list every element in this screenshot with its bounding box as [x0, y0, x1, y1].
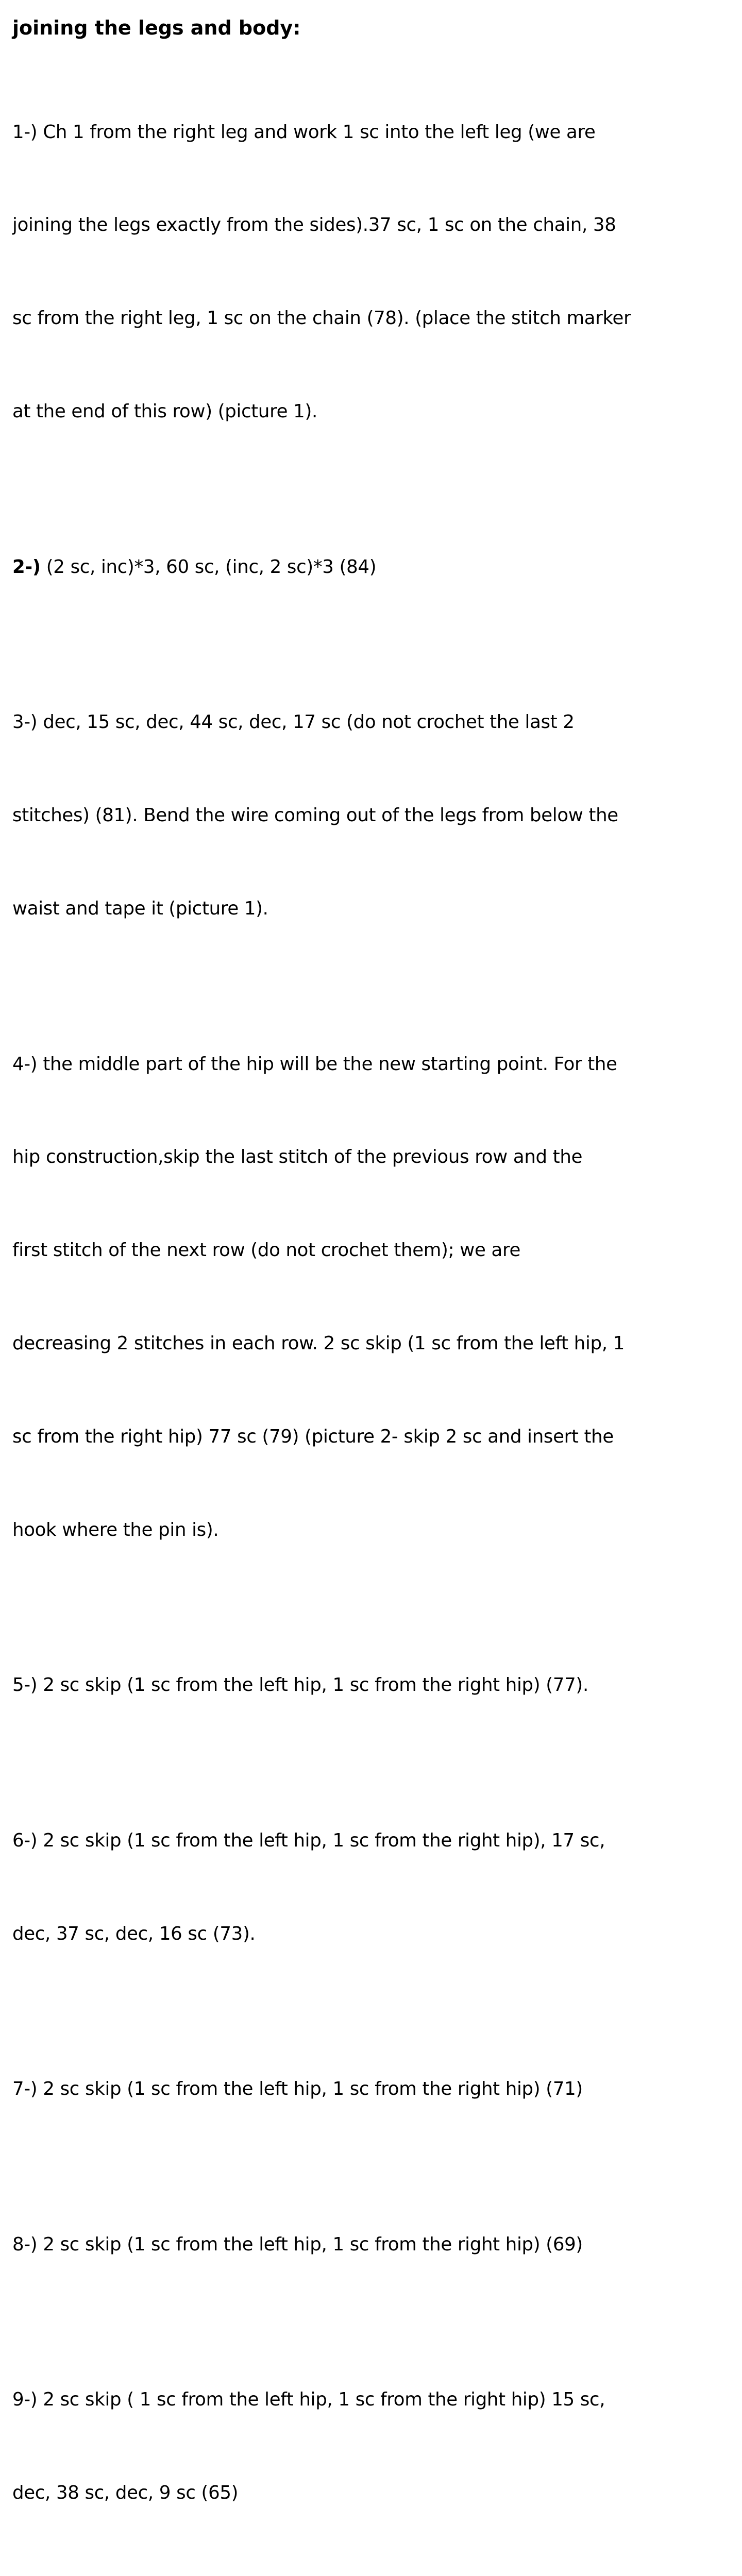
text-line: sc from the right hip) 77 sc (79) (picture 2- skip 2 sc and insert the	[12, 1426, 614, 1448]
text-line: waist and tape it (picture 1).	[12, 898, 268, 920]
text-line: hip construction,skip the last stitch of the previous row and the	[12, 1146, 583, 1168]
row-5	[12, 1608, 734, 1763]
text-line: 9-) 2 sc skip ( 1 sc from the left hip, 1 sc from the right hip) 15 sc,	[12, 2389, 605, 2411]
row-6	[12, 1763, 734, 2011]
text-line: dec, 37 sc, dec, 16 sc (73).	[12, 1923, 256, 1944]
text-line: 5-) 2 sc skip (1 sc from the left hip, 1 sc from the right hip) (77).	[12, 1674, 588, 1696]
text-line: 1-) Ch 1 from the right leg and work 1 sc into the left leg (we are	[12, 121, 596, 143]
text-line: decreasing 2 stitches in each row. 2 sc skip (1 sc from the left hip, 1	[12, 1333, 625, 1354]
text-line: 6-) 2 sc skip (1 sc from the left hip, 1 sc from the right hip), 17 sc,	[12, 1829, 605, 1851]
text-line: 3-) dec, 15 sc, dec, 44 sc, dec, 17 sc (do not crochet the last 2	[12, 711, 575, 733]
row-2	[12, 489, 734, 645]
text-line: first stitch of the next row (do not crochet them); we are	[12, 1240, 521, 1261]
document	[12, 10, 734, 2576]
text-line: 4-) the middle part of the hip will be the new starting point. For the	[12, 1053, 617, 1075]
section-title: joining the legs and body:	[12, 16, 301, 39]
row-9	[12, 2323, 734, 2571]
text-line: 7-) 2 sc skip (1 sc from the left hip, 1 sc from the right hip) (71)	[12, 2078, 583, 2100]
row-10	[12, 2571, 734, 2576]
text-line: at the end of this row) (picture 1).	[12, 401, 317, 422]
text-line: 8-) 2 sc skip (1 sc from the left hip, 1 sc from the right hip) (69)	[12, 2233, 583, 2255]
text-line: sc from the right leg, 1 sc on the chain (78). (place the stitch marker	[12, 308, 631, 329]
row-8	[12, 2167, 734, 2322]
text-line: joining the legs exactly from the sides).37 sc, 1 sc on the chain, 38	[12, 214, 616, 236]
row-2-label: 2-)	[12, 556, 41, 578]
text-line: hook where the pin is).	[12, 1519, 219, 1540]
row-3	[12, 645, 734, 987]
row-1	[12, 55, 734, 489]
text-line: stitches) (81). Bend the wire coming out of the legs from below the	[12, 805, 618, 826]
row-4	[12, 987, 734, 1608]
row-2-text: (2 sc, inc)*3, 60 sc, (inc, 2 sc)*3 (84)	[40, 556, 377, 578]
text-line: dec, 38 sc, dec, 9 sc (65)	[12, 2482, 239, 2504]
row-7	[12, 2012, 734, 2167]
instructions-body	[12, 55, 734, 2576]
text-line	[12, 552, 734, 583]
